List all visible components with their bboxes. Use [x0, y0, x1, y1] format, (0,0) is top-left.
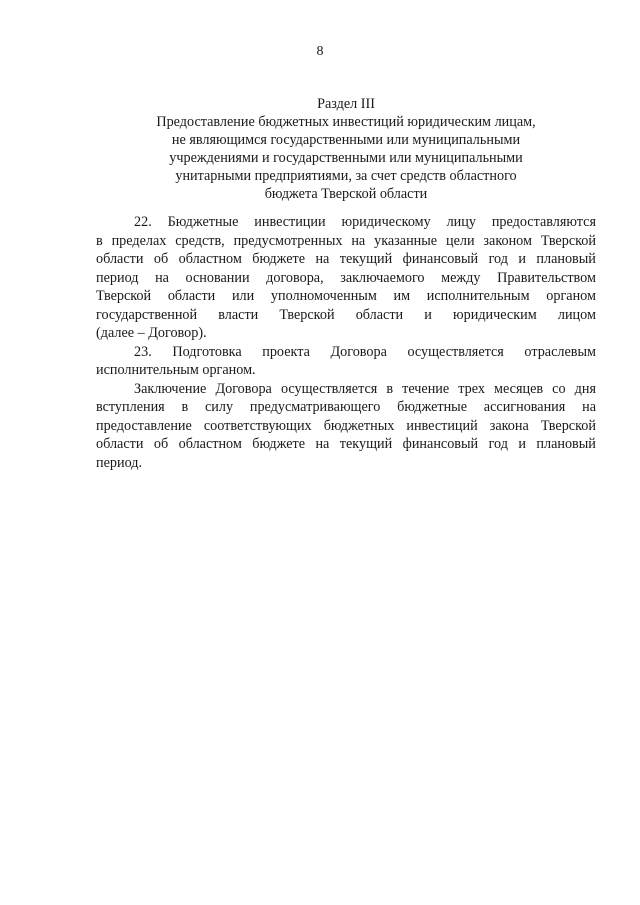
- paragraph-22: [96, 213, 596, 343]
- text-line: [96, 398, 596, 417]
- word: соответствующих: [203, 417, 312, 434]
- word: областном: [178, 251, 242, 267]
- word: на: [315, 436, 330, 452]
- word: осуществляется: [280, 380, 378, 397]
- word: цели: [445, 232, 475, 249]
- word: им: [393, 288, 411, 304]
- word: на: [315, 251, 330, 267]
- word: плановый: [536, 436, 596, 452]
- section-heading-line: унитарными предприятиями, за счет средств областного: [175, 168, 517, 184]
- word: текущий: [339, 251, 393, 267]
- word: силу: [205, 399, 234, 415]
- word: месяцев: [494, 380, 544, 397]
- word: предусмотренных: [233, 232, 343, 249]
- word: год: [488, 251, 508, 267]
- word: инвестиции: [254, 214, 326, 230]
- text-line: [96, 250, 596, 269]
- word: области: [96, 436, 144, 452]
- word: 23.: [134, 343, 152, 360]
- word: текущий: [339, 436, 393, 452]
- word: государственной: [96, 306, 198, 323]
- text-line: [96, 435, 596, 454]
- word: на: [351, 232, 366, 249]
- page-number: 8: [316, 44, 324, 59]
- text-line: [96, 269, 596, 288]
- word: бюджетные: [397, 399, 467, 415]
- text-line: [96, 306, 596, 325]
- word: Бюджетные: [167, 214, 239, 230]
- word: в: [96, 232, 103, 249]
- word: Тверской: [540, 417, 596, 434]
- text-line: [96, 380, 596, 399]
- word: 22.: [134, 214, 152, 230]
- word: Тверской: [279, 306, 335, 323]
- word: ассигнования: [483, 399, 566, 415]
- word: Подготовка: [172, 343, 242, 360]
- word: период: [96, 269, 139, 286]
- word: лицом: [557, 306, 596, 323]
- word: год: [488, 436, 508, 452]
- word: и: [518, 251, 526, 267]
- word: закона: [489, 417, 529, 434]
- text-line: период.: [96, 454, 143, 471]
- word: указанные: [374, 232, 438, 249]
- word: лицу: [446, 214, 476, 230]
- word: заключаемого: [340, 269, 425, 286]
- word: осуществляется: [407, 343, 504, 360]
- word: Договора: [215, 380, 272, 397]
- text-line: исполнительным органом.: [96, 362, 256, 378]
- paragraph-contract-conclusion: [96, 380, 596, 473]
- word: органом: [546, 288, 596, 304]
- word: Заключение: [134, 380, 207, 397]
- word: финансовый: [402, 251, 479, 267]
- text-line: (далее – Договор).: [96, 325, 207, 341]
- word: бюджетных: [323, 417, 395, 434]
- word: об: [153, 251, 169, 267]
- word: и: [424, 306, 432, 323]
- word: области: [355, 306, 404, 323]
- word: течение: [402, 380, 450, 397]
- word: Тверской: [540, 232, 596, 249]
- word: власти: [218, 306, 259, 323]
- word: Договора: [330, 343, 387, 360]
- section-heading: [96, 95, 596, 203]
- word: дня: [574, 380, 596, 397]
- word: основании: [185, 269, 250, 286]
- word: бюджете: [252, 251, 306, 267]
- text-line: [96, 213, 596, 232]
- word: договора,: [266, 269, 324, 286]
- word: отраслевым: [524, 343, 596, 360]
- section-heading-line: не являющимся государственными или муниципальными: [171, 132, 521, 148]
- word: на: [155, 269, 169, 286]
- word: вступления: [96, 399, 165, 415]
- section-heading-line: бюджета Тверской области: [264, 186, 428, 202]
- section-title: Раздел III: [317, 96, 375, 112]
- word: или: [231, 288, 255, 304]
- word: и: [518, 436, 526, 452]
- word: в: [386, 380, 394, 397]
- paragraph-23: [96, 343, 596, 380]
- word: предусматривающего: [249, 399, 381, 415]
- word: об: [153, 436, 169, 452]
- word: на: [582, 399, 596, 415]
- word: проекта: [262, 343, 310, 360]
- word: юридическому: [341, 214, 431, 230]
- word: финансовый: [402, 436, 479, 452]
- text-line: [96, 417, 596, 436]
- word: средств,: [175, 232, 225, 249]
- word: пределах: [111, 232, 167, 249]
- word: плановый: [536, 251, 596, 267]
- word: областном: [178, 436, 242, 452]
- word: уполномоченным: [270, 288, 377, 304]
- text-line: [96, 232, 596, 251]
- document-body: [96, 213, 596, 472]
- word: в: [181, 399, 189, 415]
- word: бюджете: [252, 436, 306, 452]
- word: предоставление: [96, 417, 192, 434]
- word: со: [552, 380, 566, 397]
- word: инвестиций: [406, 417, 478, 434]
- word: области: [167, 288, 216, 304]
- word: области: [96, 251, 144, 267]
- word: юридическим: [453, 306, 537, 323]
- word: законом: [483, 232, 532, 249]
- text-line: [96, 343, 596, 362]
- section-heading-line: учреждениями и государственными или муниципальными: [169, 150, 523, 166]
- text-line: [96, 287, 596, 306]
- word: Правительством: [497, 269, 596, 286]
- word: Тверской: [96, 288, 152, 304]
- word: трех: [458, 380, 485, 397]
- section-heading-line: Предоставление бюджетных инвестиций юридическим лицам,: [156, 114, 536, 130]
- word: исполнительным: [426, 288, 530, 304]
- word: предоставляются: [491, 214, 596, 230]
- word: между: [441, 269, 481, 286]
